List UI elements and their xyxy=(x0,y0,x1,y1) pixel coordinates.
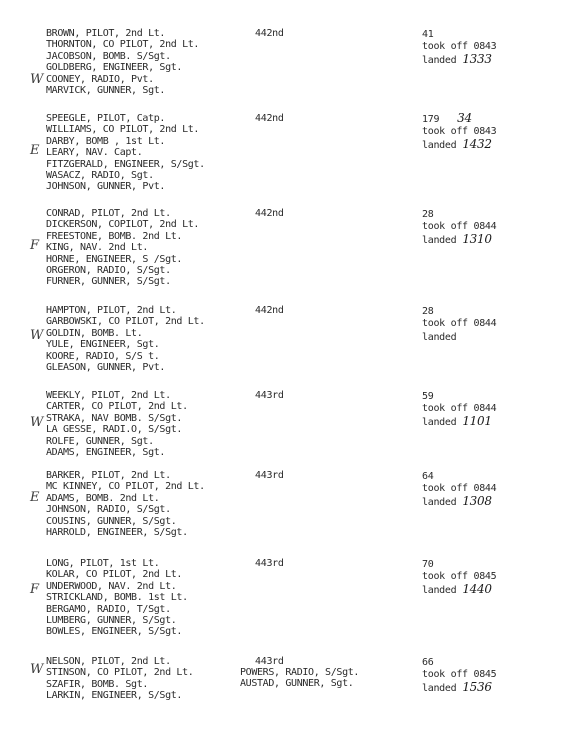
squadron: 443rd xyxy=(255,558,284,569)
landed-time-handwritten: 1308 xyxy=(462,494,492,508)
crew-mark: E xyxy=(30,490,40,505)
landed-label: landed xyxy=(422,235,457,246)
crew-member: THORNTON, CO PILOT, 2nd Lt. xyxy=(46,39,200,51)
took-off-time: took off 0845 xyxy=(422,669,497,680)
crew-member-list xyxy=(46,28,246,96)
flight-info xyxy=(422,558,496,597)
crew-member: AUSTAD, GUNNER, Sgt. xyxy=(240,678,354,690)
plane-number: 28 xyxy=(422,306,434,317)
crew-mark: W xyxy=(30,662,44,677)
landed-label: landed xyxy=(422,55,457,66)
flight-info xyxy=(422,113,496,152)
crew-member: HAMPTON, PILOT, 2nd Lt. xyxy=(46,305,177,316)
crew-member: MARVICK, GUNNER, Sgt. xyxy=(46,84,166,96)
crew-member-list xyxy=(46,558,246,638)
crew-mark: W xyxy=(30,415,44,430)
took-off-time: took off 0845 xyxy=(422,571,497,582)
crew-member: BROWN, PILOT, 2nd Lt. xyxy=(46,28,166,39)
squadron: 443rd xyxy=(255,470,284,481)
squadron: 442nd xyxy=(255,113,284,124)
took-off-time: took off 0844 xyxy=(422,403,497,414)
plane-number: 66 xyxy=(422,657,434,668)
flight-info xyxy=(422,305,496,344)
crew-member: KING, NAV. 2nd Lt. xyxy=(46,242,149,254)
landed-label: landed xyxy=(422,140,457,151)
crew-member: FITZGERALD, ENGINEER, S/Sgt. xyxy=(46,158,205,170)
crew-member: CARTER, CO PILOT, 2nd Lt. xyxy=(46,401,188,413)
crew-member: KOLAR, CO PILOT, 2nd Lt. xyxy=(46,569,183,581)
crew-member: FURNER, GUNNER, S/Sgt. xyxy=(46,276,171,288)
crew-member-list xyxy=(46,305,246,373)
landed-label: landed xyxy=(422,585,457,596)
crew-member: BARKER, PILOT, 2nd Lt. xyxy=(46,470,171,481)
took-off-time: took off 0844 xyxy=(422,221,497,232)
plane-number: 64 xyxy=(422,471,434,482)
landed-time-handwritten: 1310 xyxy=(462,232,492,246)
plane-number: 59 xyxy=(422,391,434,402)
crew-member: WASACZ, RADIO, Sgt. xyxy=(46,169,154,181)
crew-member: GARBOWSKI, CO PILOT, 2nd Lt. xyxy=(46,316,205,328)
crew-member: STRAKA, NAV BOMB. S/Sgt. xyxy=(46,412,183,424)
crew-member: ROLFE, GUNNER, Sgt. xyxy=(46,435,154,447)
squadron: 442nd xyxy=(255,28,284,39)
plane-number-handwritten: 34 xyxy=(457,111,472,125)
crew-member: BERGAMO, RADIO, T/Sgt. xyxy=(46,603,171,615)
plane-number: 70 xyxy=(422,559,434,570)
crew-member: LUMBERG, GUNNER, S/Sgt. xyxy=(46,614,177,626)
crew-mark: F xyxy=(30,582,40,597)
crew-member: LEARY, NAV. Capt. xyxy=(46,147,143,159)
crew-member: HORNE, ENGINEER, S /Sgt. xyxy=(46,253,183,265)
landed-time-handwritten: 1101 xyxy=(462,414,492,428)
crew-mark: E xyxy=(30,143,40,158)
crew-member: JOHNSON, RADIO, S/Sgt. xyxy=(46,504,171,516)
plane-number: 41 xyxy=(422,29,434,40)
crew-member-list xyxy=(46,656,246,702)
squadron: 443rd xyxy=(255,390,284,401)
crew-mark: W xyxy=(30,72,44,87)
crew-member: JOHNSON, GUNNER, Pvt. xyxy=(46,181,166,193)
crew-member: WILLIAMS, CO PILOT, 2nd Lt. xyxy=(46,124,200,136)
landed-time-handwritten: 1432 xyxy=(462,137,492,151)
crew-member: LA GESSE, RADI.O, S/Sgt. xyxy=(46,424,183,436)
crew-member: DICKERSON, COPILOT, 2nd Lt. xyxy=(46,219,200,231)
crew-member: POWERS, RADIO, S/Sgt. xyxy=(240,667,360,678)
crew-member: KOORE, RADIO, S/S t. xyxy=(46,350,160,362)
crew-member: ORGERON, RADIO, S/Sgt. xyxy=(46,264,171,276)
extra-member-list xyxy=(240,667,359,690)
crew-member: STRICKLAND, BOMB. 1st Lt. xyxy=(46,592,188,604)
crew-member: BOWLES, ENGINEER, S/Sgt. xyxy=(46,626,183,638)
plane-number: 179 xyxy=(422,114,440,125)
crew-member: JACOBSON, BOMB. S/Sgt. xyxy=(46,50,171,62)
landed-label: landed xyxy=(422,417,457,428)
crew-member-list xyxy=(46,113,246,193)
crew-member: LONG, PILOT, 1st Lt. xyxy=(46,558,160,569)
crew-member: ADAMS, ENGINEER, Sgt. xyxy=(46,446,166,458)
landed-label: landed xyxy=(422,332,457,343)
crew-member: LARKIN, ENGINEER, S/Sgt. xyxy=(46,690,183,702)
crew-member: NELSON, PILOT, 2nd Lt. xyxy=(46,656,171,667)
crew-member: COUSINS, GUNNER, S/Sgt. xyxy=(46,515,177,527)
flight-info xyxy=(422,208,496,247)
landed-time-handwritten: 1440 xyxy=(462,582,492,596)
crew-member: DARBY, BOMB , 1st Lt. xyxy=(46,135,166,147)
flight-info xyxy=(422,470,496,509)
crew-member: HARROLD, ENGINEER, S/Sgt. xyxy=(46,526,188,538)
crew-member-list xyxy=(46,470,246,538)
crew-mark: F xyxy=(30,238,40,253)
squadron: 443rd xyxy=(255,656,284,667)
took-off-time: took off 0844 xyxy=(422,318,497,329)
landed-time-handwritten: 1333 xyxy=(462,52,492,66)
crew-mark: W xyxy=(30,328,44,343)
landed-time-handwritten: 1536 xyxy=(462,680,492,694)
crew-member: SPEEGLE, PILOT, Catp. xyxy=(46,113,166,124)
crew-member: GOLDIN, BOMB. Lt. xyxy=(46,327,143,339)
crew-member: MC KINNEY, CO PILOT, 2nd Lt. xyxy=(46,481,205,493)
landed-label: landed xyxy=(422,497,457,508)
crew-member: YULE, ENGINEER, Sgt. xyxy=(46,339,160,351)
crew-member: ADAMS, BOMB. 2nd Lt. xyxy=(46,492,160,504)
crew-member: COONEY, RADIO, Pvt. xyxy=(46,73,154,85)
landed-label: landed xyxy=(422,683,457,694)
crew-member-list xyxy=(46,208,246,288)
plane-number: 28 xyxy=(422,209,434,220)
flight-info xyxy=(422,390,496,429)
crew-member: GLEASON, GUNNER, Pvt. xyxy=(46,361,166,373)
crew-member: WEEKLY, PILOT, 2nd Lt. xyxy=(46,390,171,401)
squadron: 442nd xyxy=(255,208,284,219)
crew-member: CONRAD, PILOT, 2nd Lt. xyxy=(46,208,171,219)
crew-member-list xyxy=(46,390,246,458)
squadron: 442nd xyxy=(255,305,284,316)
took-off-time: took off 0843 xyxy=(422,126,497,137)
crew-member: FREESTONE, BOMB. 2nd Lt. xyxy=(46,230,183,242)
took-off-time: took off 0844 xyxy=(422,483,497,494)
took-off-time: took off 0843 xyxy=(422,41,497,52)
crew-member: GOLDBERG, ENGINEER, Sgt. xyxy=(46,62,183,74)
flight-info xyxy=(422,656,496,695)
crew-member: SZAFIR, BOMB. Sgt. xyxy=(46,678,149,690)
crew-member: UNDERWOOD, NAV. 2nd Lt. xyxy=(46,580,177,592)
flight-info xyxy=(422,28,496,67)
crew-member: STINSON, CO PILOT, 2nd Lt. xyxy=(46,667,194,679)
